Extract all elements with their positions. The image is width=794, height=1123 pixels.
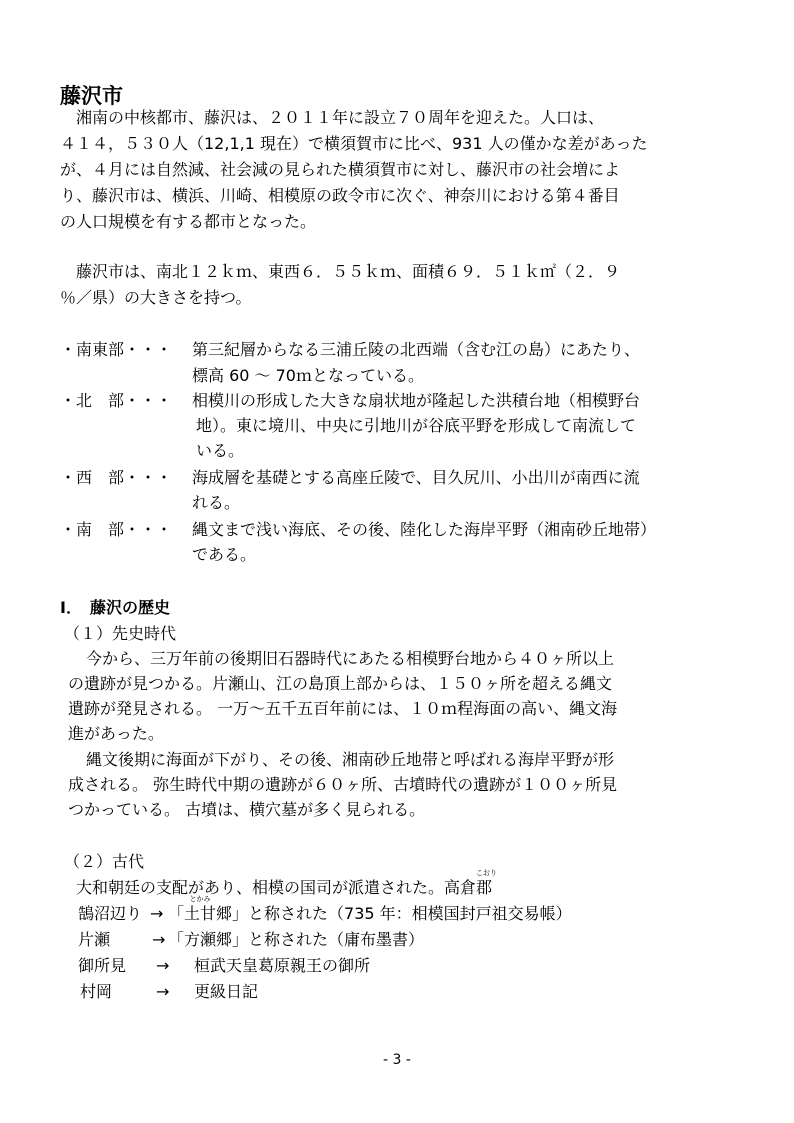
text-line: 海成層を基礎とする高座丘陵で、目久尻川、小出川が南西に流 — [192, 468, 640, 487]
text-line: ４１４，５３０人（12,1,1 現在）で横須賀市に比べ、931 人の僅かな差があった — [60, 134, 648, 153]
ruby-base: 土甘 — [184, 904, 217, 923]
text-line: が、４月には自然減、社会減の見られた横須賀市に対し、藤沢市の社会増によ — [60, 160, 621, 179]
text-line: の遺跡が見つかる。片瀬山、江の島頂上部からは、１５０ヶ所を超える縄文 — [68, 674, 613, 693]
text-line: 進があった。 — [68, 724, 164, 743]
text-line: 縄文まで浅い海底、その後、陸化した海岸平野（湘南砂丘地帯） — [192, 520, 657, 539]
ruby-word — [476, 869, 498, 900]
text-span: 大和朝廷の支配があり、相模の国司が派遣された。高倉 — [76, 878, 477, 897]
subsection-heading: （２）古代 — [64, 852, 145, 871]
text-line: いる。 — [196, 441, 245, 460]
region-head: ・北 部・・・ — [60, 391, 173, 410]
text-line: 湘南の中核都市、藤沢は、２０１１年に設立７０周年を迎えた。人口は、 — [60, 108, 605, 127]
region-head: ・南東部・・・ — [60, 340, 173, 359]
text-line: 第三紀層からなる三浦丘陵の北西端（含む江の島）にあたり、 — [192, 340, 641, 359]
text-span: 郷」と称された（735 年：相模国封戸祖交易帳） — [216, 904, 572, 923]
page-number: - 3 - — [383, 1052, 411, 1068]
ruby-annotation: とかみ — [189, 895, 211, 903]
ruby-annotation: こおり — [476, 869, 498, 877]
text-line: ％／県）の大きさを持つ。 — [60, 288, 252, 307]
ruby-base: 郡 — [476, 878, 493, 897]
place-name: 鵠沼辺り — [78, 904, 143, 923]
text-span: 「 — [168, 904, 185, 923]
text-line: 藤沢市は、南北１２ｋｍ、東西６．５５ｋｍ、面積６９．５１ｋ㎡（２．９ — [76, 262, 621, 281]
text-line: 相模川の形成した大きな扇状地が隆起した洪積台地（相模野台 — [192, 391, 641, 410]
ruby-word — [184, 895, 217, 926]
arrow-icon: → — [152, 930, 166, 949]
text-line — [76, 869, 498, 900]
region-head: ・西 部・・・ — [60, 468, 173, 487]
page-title: 藤沢市 — [60, 84, 123, 108]
text-line: 標高 60 ～ 70ｍとなっている。 — [192, 366, 424, 385]
place-name: 片瀬 — [78, 930, 111, 949]
text-line: 遺跡が発見される。 一万～五千五百年前には、１０ｍ程海面の高い、縄文海 — [68, 699, 618, 718]
text-line: り、藤沢市は、横浜、川崎、相模原の政令市に次ぐ、神奈川における第４番目 — [60, 186, 620, 205]
section-heading: Ⅰ． 藤沢の歴史 — [60, 598, 170, 617]
text-line: 地）。東に境川、中央に引地川が谷底平野を形成して南流して — [196, 416, 637, 435]
text-line: 成される。 弥生時代中期の遺跡が６０ヶ所、古墳時代の遺跡が１００ヶ所見 — [68, 775, 618, 794]
text-line: れる。 — [192, 493, 241, 512]
arrow-icon: → — [156, 956, 170, 975]
place-desc: 桓武天皇葛原親王の御所 — [194, 956, 371, 975]
text-line: つかっている。 古墳は、横穴墓が多く見られる。 — [68, 800, 426, 819]
place-name: 村岡 — [80, 982, 113, 1001]
place-desc — [168, 895, 572, 926]
region-head: ・南 部・・・ — [60, 520, 173, 539]
arrow-icon: → — [156, 982, 170, 1001]
place-desc: 「方瀬郷」と称された（庸布墨書） — [168, 930, 425, 949]
text-line: 縄文後期に海面が下がり、その後、湘南砂丘地帯と呼ばれる海岸平野が形 — [86, 750, 615, 769]
place-desc: 更級日記 — [194, 982, 259, 1001]
text-line: の人口規模を有する都市となった。 — [60, 212, 317, 231]
arrow-icon: → — [150, 904, 164, 923]
text-line: 今から、三万年前の後期旧石器時代にあたる相模野台地から４０ヶ所以上 — [86, 649, 615, 668]
text-line: である。 — [192, 545, 257, 564]
place-name: 御所見 — [78, 956, 127, 975]
subsection-heading: （１）先史時代 — [64, 624, 177, 643]
